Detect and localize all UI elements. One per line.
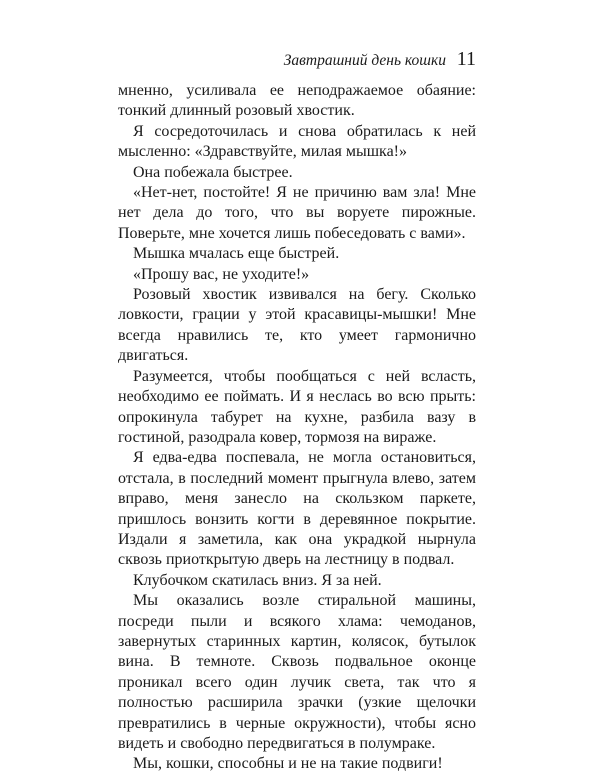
paragraph: Разумеется, чтобы пообщаться с ней всласть, необходимо ее поймать. И я неслась во всю прыть: опрокинула табурет на кухне, разбила вазу в гостиной, разодрала ковер, тормозя на вираже. bbox=[118, 367, 476, 446]
paragraph: Я сосредоточилась и снова обратилась к ней мысленно: «Здравствуйте, милая мышка!» bbox=[118, 122, 476, 161]
paragraph: мненно, усиливала ее неподражаемое обаяние: тонкий длинный розовый хвостик. bbox=[118, 82, 476, 120]
paragraph: Она побежала быстрее. bbox=[133, 163, 293, 181]
paragraph: Клубочком скатилась вниз. Я за ней. bbox=[133, 571, 382, 589]
paragraph: «Нет-нет, постойте! Я не причиню вам зла! Мне нет дела до того, что вы воруете пирожные. Поверьте, мне хочется лишь побеседовать с вами». bbox=[118, 184, 476, 242]
paragraph: Мы оказались возле стиральной машины, посреди пыли и всякого хлама: чемоданов, завернутых старинных картин, колясок, бутылок вина. В темноте. Сквозь подвальное оконце проникал всего один лучик света, так что я полностью расширила зрачки (узкие щелочки превратились в черные окружности), чтобы ясно видеть и свободно передвигаться в полумраке. bbox=[118, 592, 476, 752]
page-header bbox=[118, 48, 476, 72]
running-title: Завтрашний день кошки bbox=[283, 52, 446, 69]
paragraph: Розовый хвостик извивался на бегу. Сколько ловкости, грации у этой красавицы-мышки! Мне всегда нравились те, кто умеет гармонично двигаться. bbox=[118, 286, 476, 365]
body-text bbox=[118, 81, 476, 775]
paragraph: Я едва-едва поспевала, не могла остановиться, отстала, в последний момент прыгнула влево, затем вправо, меня занесло на скользком паркете, пришлось вонзить когти в деревянное покрытие. Издали я заметила, как она украдкой нырнула сквозь приоткрытую дверь на лестницу в подвал. bbox=[118, 449, 476, 569]
paragraph: Мышка мчалась еще быстрей. bbox=[133, 245, 340, 263]
paragraph: Мы, кошки, способны и не на такие подвиги! bbox=[133, 755, 443, 773]
paragraph: «Прошу вас, не уходите!» bbox=[133, 265, 310, 283]
page-number: 11 bbox=[456, 48, 476, 70]
